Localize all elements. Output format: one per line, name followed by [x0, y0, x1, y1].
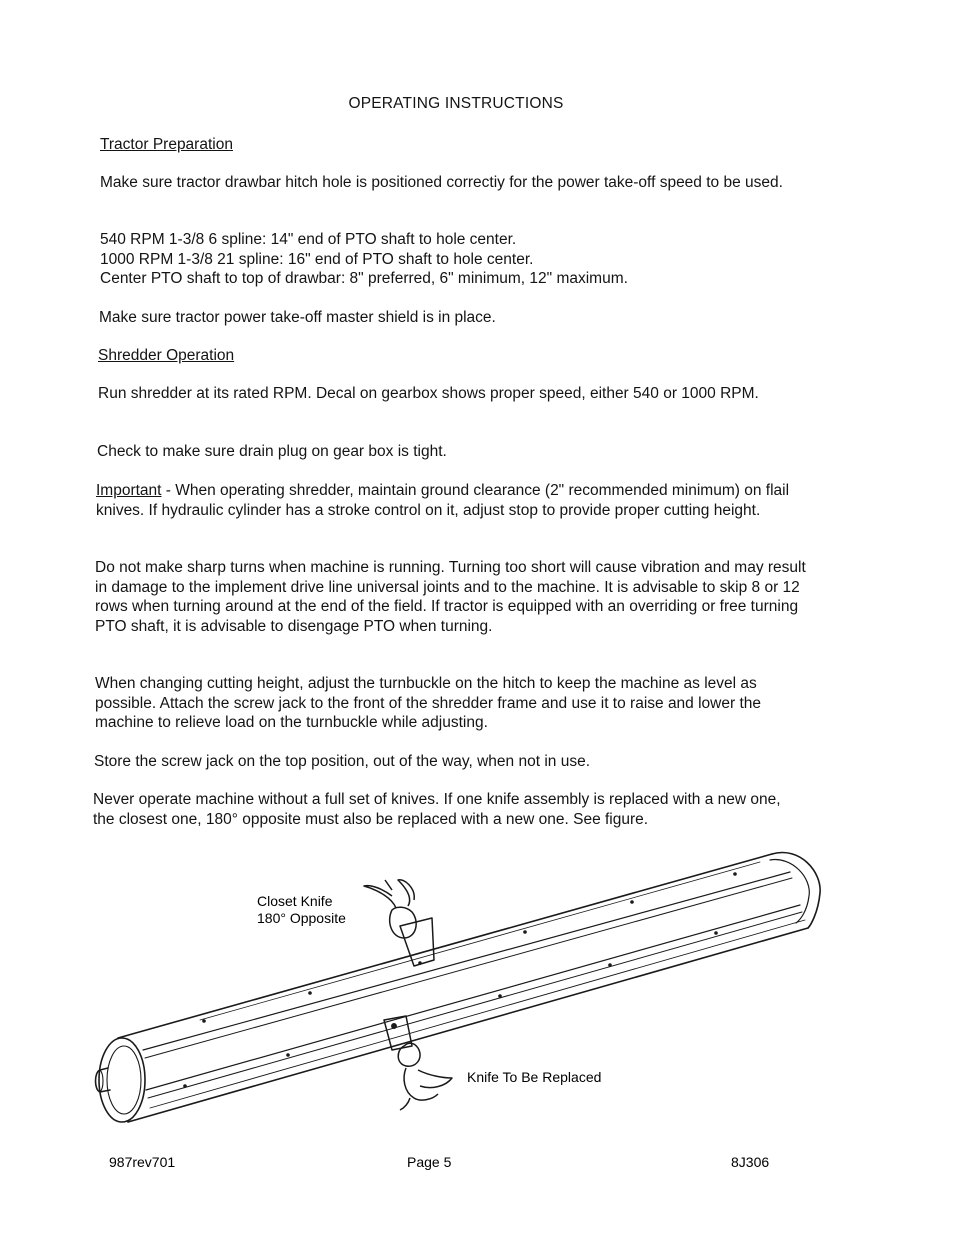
label-line: 180° Opposite	[257, 910, 346, 926]
tractor-paragraph-2: Make sure tractor power take-off master shield is in place.	[99, 309, 496, 326]
figure-label-closest-knife	[257, 893, 346, 927]
drum-left-cap	[99, 1038, 145, 1122]
shredder-paragraph-1: Run shredder at its rated RPM. Decal on gearbox shows proper speed, either 540 or 1000 RPM.	[98, 385, 759, 402]
replaced-knife-icon	[384, 1016, 452, 1110]
footer-document-code: 987rev701	[109, 1154, 176, 1170]
footer-page-number: Page 5	[407, 1154, 452, 1170]
shredder-paragraph-2: Check to make sure drain plug on gear box is tight.	[97, 443, 447, 460]
drum-bottom-edge	[128, 928, 808, 1122]
important-text: - When operating shredder, maintain ground clearance (2" recommended minimum) on flail knives. If hydraulic cylinder has a stroke control on it, adjust stop to provide proper cutting height.	[96, 482, 790, 519]
page-title: OPERATING INSTRUCTIONS	[348, 95, 564, 112]
heading-shredder-operation: Shredder Operation	[98, 347, 235, 364]
shredder-paragraph-4: When changing cutting height, adjust the turnbuckle on the hitch to keep the machine as level as possible. Attach the screw jack to the front of the shredder frame and use it to raise and lower the machine to relieve load on the turnbuckle while adjusting.	[95, 675, 762, 731]
tractor-paragraph-1: Make sure tractor drawbar hitch hole is positioned correctiy for the power take-off speed to be used.	[100, 174, 783, 191]
label-line: Closet Knife	[257, 893, 333, 909]
spec-line: Center PTO shaft to top of drawbar: 8" preferred, 6" minimum, 12" maximum.	[100, 270, 628, 287]
closest-knife-icon	[364, 880, 434, 966]
important-label: Important	[96, 482, 162, 499]
shredder-paragraph-6: Never operate machine without a full set of knives. If one knife assembly is replaced with a new one, the closest one, 180° opposite must also be replaced with a new one. See figure.	[93, 791, 781, 828]
drum-right-cap	[772, 853, 820, 928]
shredder-paragraph-5: Store the screw jack on the top position, out of the way, when not in use.	[94, 753, 590, 770]
spec-line: 540 RPM 1-3/8 6 spline: 14" end of PTO shaft to hole center.	[100, 231, 517, 248]
heading-tractor-preparation: Tractor Preparation	[100, 136, 233, 153]
spec-line: 1000 RPM 1-3/8 21 spline: 16" end of PTO shaft to hole center.	[100, 250, 534, 268]
figure-label-replaced-knife: Knife To Be Replaced	[467, 1069, 602, 1085]
shredder-paragraph-3: Do not make sharp turns when machine is running. Turning too short will cause vibration and may result in damage to the implement drive line universal joints and to the machine. It is advisable to skip 8 or 12 rows when turning around at the end of the field. If tractor is equipped with an overriding or free turning PTO shaft, it is advisable to disengage PTO when turning.	[95, 559, 806, 635]
drum-top-edge	[118, 854, 772, 1038]
footer-part-number: 8J306	[731, 1154, 770, 1170]
